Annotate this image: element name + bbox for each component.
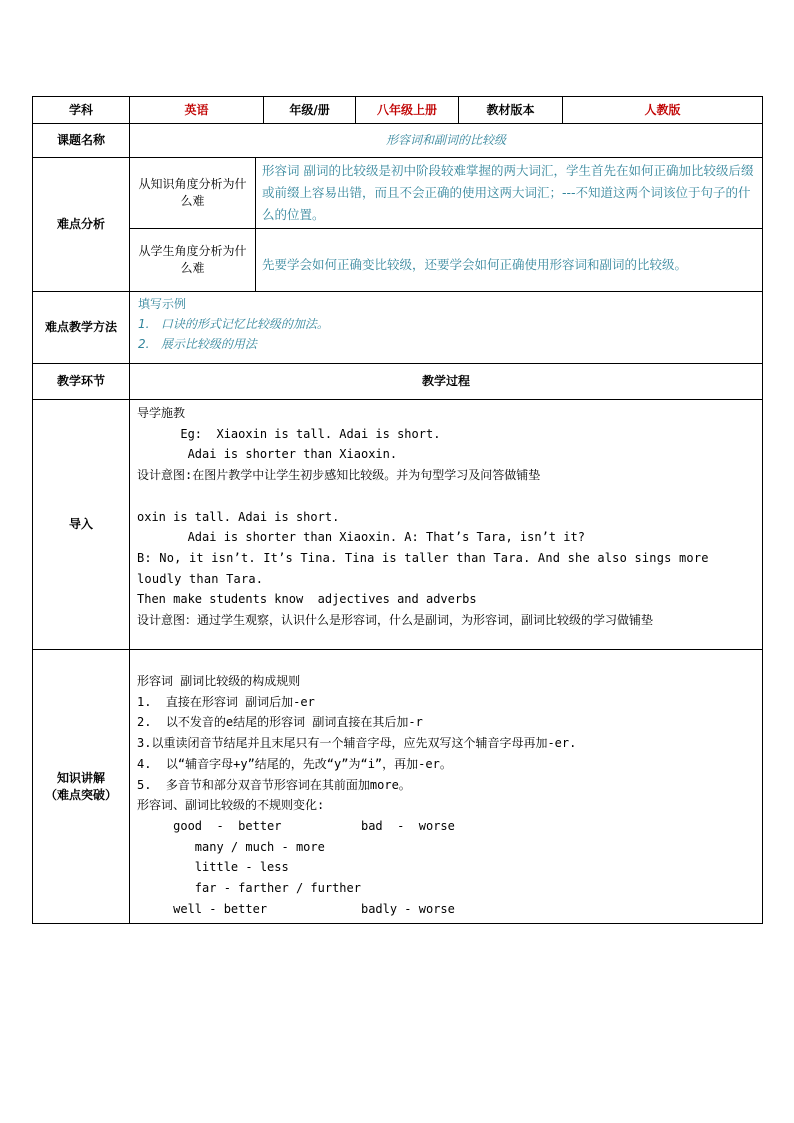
subject-value: 英语: [130, 97, 264, 124]
intro-row: [33, 400, 763, 650]
grade-label: 年级/册: [264, 97, 356, 124]
knowledge-line: 形容词 副词比较级的构成规则: [137, 674, 301, 688]
topic-value: 形容词和副词的比较级: [130, 124, 763, 158]
method-content: [130, 292, 763, 364]
intro-line: 导学施教: [137, 406, 186, 420]
knowledge-line: 形容词、副词比较级的不规则变化:: [137, 798, 325, 813]
method-item: 2. 展示比较级的用法: [138, 337, 257, 351]
knowledge-line: good - better bad - worse: [137, 818, 455, 833]
lesson-plan-table: [32, 96, 763, 924]
knowledge-line: far - farther / further: [137, 881, 361, 896]
difficulty-label: 难点分析: [33, 158, 130, 292]
knowledge-line: 1. 直接在形容词 副词后加-er: [137, 694, 315, 709]
difficulty-student-row: [33, 229, 763, 292]
method-label: 难点教学方法: [33, 292, 130, 364]
topic-label: 课题名称: [33, 124, 130, 158]
method-row: [33, 292, 763, 364]
intro-line: 设计意图:在图片教学中让学生初步感知比较级。并为句型学习及问答做铺垫: [137, 468, 541, 483]
intro-line: Then make students know adjectives and adverbs: [137, 592, 477, 607]
knowledge-line: 3.以重读闭音节结尾并且末尾只有一个辅音字母，应先双写这个辅音字母再加-er.: [137, 736, 577, 751]
knowledge-line: 5. 多音节和部分双音节形容词在其前面加more。: [137, 777, 411, 792]
knowledge-line: 4. 以“辅音字母+y”结尾的，先改“y”为“i”，再加-er。: [137, 756, 452, 771]
knowledge-label-line2: （难点突破）: [44, 787, 117, 802]
topic-row: [33, 124, 763, 158]
process-label: 教学过程: [130, 364, 763, 400]
knowledge-angle-text: 形容词 副词的比较级是初中阶段较难掌握的两大词汇，学生首先在如何正确加比较级后缀或前缀上容易出错，而且不会正确的使用这两大词汇；---不知道这两个词该位于句子的什么的位置。: [256, 158, 763, 229]
knowledge-row: [33, 650, 763, 924]
knowledge-angle-label: 从知识角度分析为什么难: [130, 158, 256, 229]
difficulty-knowledge-row: [33, 158, 763, 229]
knowledge-line: well - better badly - worse: [137, 901, 455, 916]
student-angle-text: 先要学会如何正确变比较级，还要学会如何正确使用形容词和副词的比较级。: [256, 229, 763, 292]
intro-line: B: No, it isn’t. It’s Tina. Tina is taller than Tara. And she also sings more loudly than Tara.: [137, 550, 709, 586]
intro-label: 导入: [33, 400, 130, 650]
knowledge-line: many / much - more: [137, 839, 325, 854]
stage-label: 教学环节: [33, 364, 130, 400]
process-header-row: [33, 364, 763, 400]
intro-content: [130, 400, 763, 650]
method-item: 1. 口诀的形式记忆比较级的加法。: [138, 317, 329, 331]
student-angle-label: 从学生角度分析为什么难: [130, 229, 256, 292]
knowledge-label: [33, 650, 130, 924]
edition-value: 人教版: [563, 97, 763, 124]
intro-line: Adai is shorter than Xiaoxin.: [137, 447, 398, 462]
intro-line: Adai is shorter than Xiaoxin. A: That’s Tara, isn’t it?: [137, 530, 585, 545]
knowledge-label-line1: 知识讲解: [56, 770, 105, 785]
method-intro: 填写示例: [138, 297, 187, 311]
header-row: [33, 97, 763, 124]
knowledge-content: [130, 650, 763, 924]
grade-value: 八年级上册: [356, 97, 459, 124]
intro-line: Eg: Xiaoxin is tall. Adai is short.: [137, 426, 441, 441]
intro-line: 设计意图：通过学生观察，认识什么是形容词，什么是副词，为形容词，副词比较级的学习做铺垫: [137, 613, 654, 628]
subject-label: 学科: [33, 97, 130, 124]
knowledge-line: little - less: [137, 860, 289, 875]
intro-line: oxin is tall. Adai is short.: [137, 509, 340, 524]
knowledge-line: 2. 以不发音的e结尾的形容词 副词直接在其后加-r: [137, 715, 423, 730]
edition-label: 教材版本: [459, 97, 563, 124]
intro-line: [137, 486, 755, 507]
